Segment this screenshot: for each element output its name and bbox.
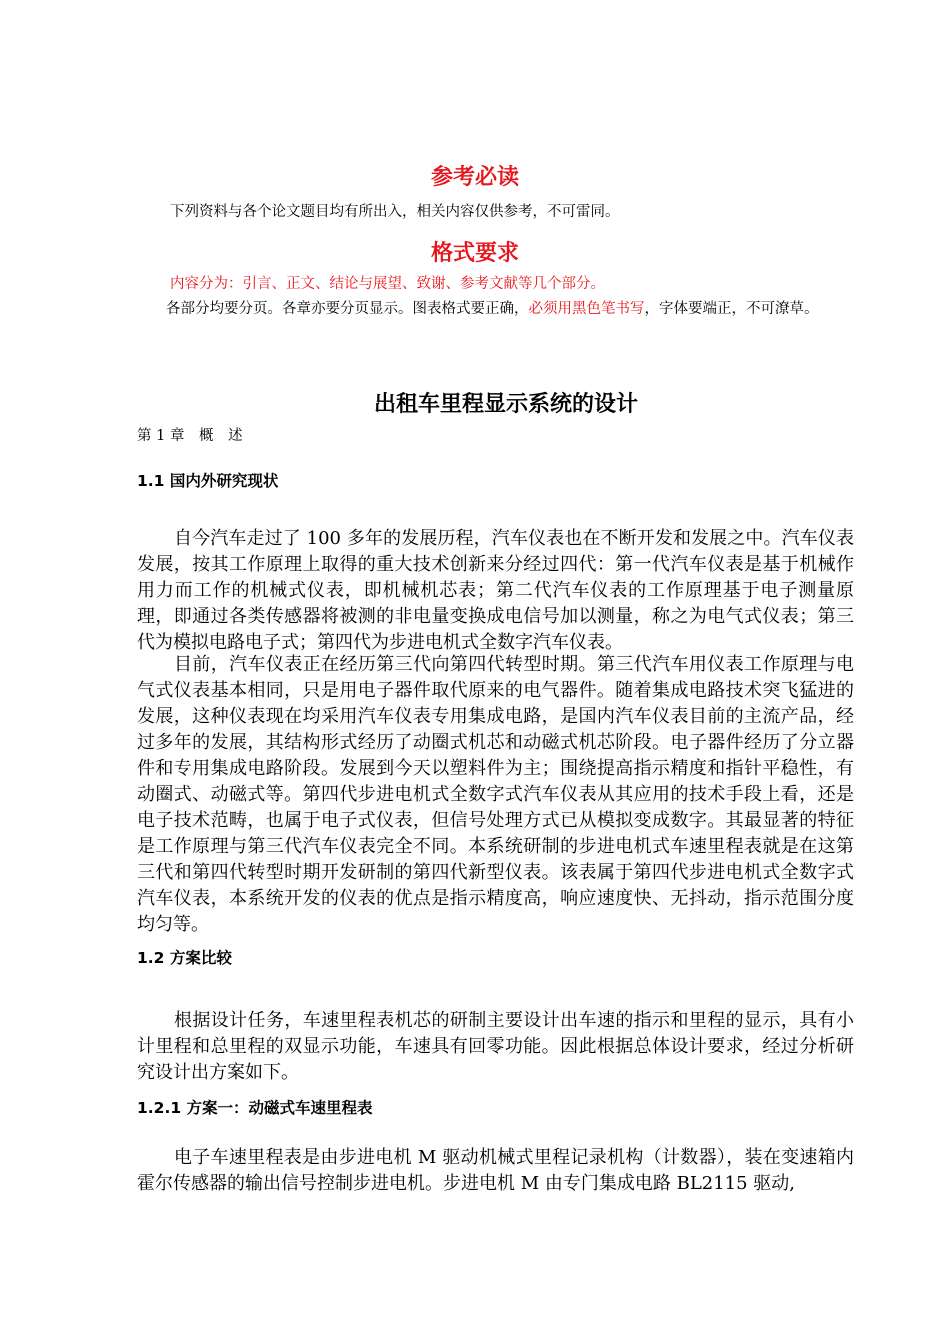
section-1-2-1-paragraph-1: 电子车速里程表是由步进电机 M 驱动机械式里程记录机构（计数器），装在变速箱内霍尔传感器的输出信号控制步进电机。步进电机 M 由专门集成电路 BL2115 驱动, bbox=[137, 1147, 854, 1194]
format-content-line: 内容分为：引言、正文、结论与展望、致谢、参考文献等几个部分。 bbox=[170, 276, 605, 292]
chapter-heading: 第 1 章 概 述 bbox=[137, 428, 243, 444]
reference-heading: 参考必读 bbox=[430, 165, 519, 190]
section-1-2-heading: 1.2 方案比较 bbox=[137, 949, 232, 967]
paper-title: 出租车里程显示系统的设计 bbox=[373, 392, 638, 417]
format-text-a: 各部分均要分页。各章亦要分页显示。图表格式要正确， bbox=[166, 301, 529, 317]
format-heading: 格式要求 bbox=[430, 241, 519, 266]
section-1-2-paragraph-1: 根据设计任务，车速里程表机芯的研制主要设计出车速的指示和里程的显示，具有小计里程和总里程的双显示功能，车速具有回零功能。因此根据总体设计要求，经过分析研究设计出方案如下。 bbox=[137, 1010, 854, 1083]
section-1-1-paragraph-1: 自今汽车走过了 100 多年的发展历程，汽车仪表也在不断开发和发展之中。汽车仪表发展，按其工作原理上取得的重大技术创新来分经过四代：第一代汽车仪表是基于机械作用力而工作的机械式仪表，即机械机芯表；第二代汽车仪表的工作原理基于电子测量原理，即通过各类传感器将被测的非电量变换成电信号加以测量，称之为电气式仪表；第三代为模拟电路电子式；第四代为步进电机式全数字汽车仪表。 bbox=[137, 528, 854, 653]
section-1-1-heading: 1.1 国内外研究现状 bbox=[137, 472, 279, 490]
section-1-2-1-heading: 1.2.1 方案一：动磁式车速里程表 bbox=[137, 1099, 373, 1117]
section-1-1-paragraph-2: 目前，汽车仪表正在经历第三代向第四代转型时期。第三代汽车用仪表工作原理与电气式仪表基本相同，只是用电子器件取代原来的电气器件。随着集成电路技术突飞猛进的发展，这种仪表现在均采用汽车仪表专用集成电路，是国内汽车仪表目前的主流产品，经过多年的发展，其结构形式经历了动圈式机芯和动磁式机芯阶段。电子器件经历了分立器件和专用集成电路阶段。发展到今天以塑料件为主；围绕提高指示精度和指针平稳性，有动圈式、动磁式等。第四代步进电机式全数字式汽车仪表从其应用的技术手段上看，还是电子技术范畴，也属于电子式仪表，但信号处理方式已从模拟变成数字。其最显著的特征是工作原理与第三代汽车仪表完全不同。本系统研制的步进电机式车速里程表就是在这第三代和第四代转型时期开发研制的第四代新型仪表。该表属于第四代步进电机式全数字式汽车仪表，本系统开发的仪表的优点是指示精度高，响应速度快、无抖动，指示范围分度均匀等。 bbox=[137, 654, 854, 935]
format-text-b: ，字体要端正，不可潦草。 bbox=[644, 301, 819, 317]
format-text-red: 必须用黑色笔书写 bbox=[528, 301, 645, 317]
reference-note: 下列资料与各个论文题目均有所出入，相关内容仅供参考，不可雷同。 bbox=[170, 204, 620, 220]
format-requirements-paragraph bbox=[137, 298, 861, 321]
